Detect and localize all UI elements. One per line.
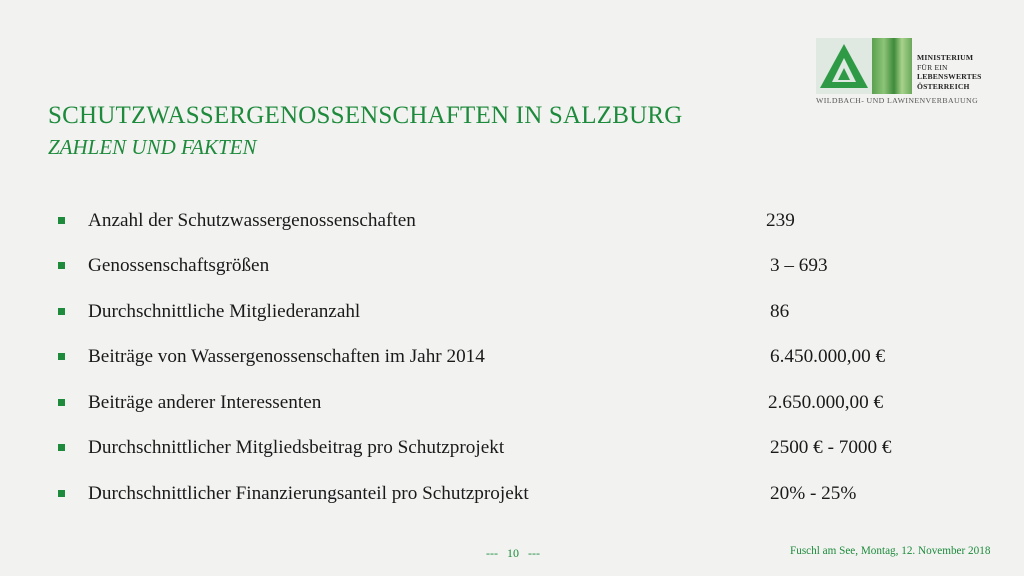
footer-place-date: Fuschl am See, Montag, 12. November 2018 [790, 545, 991, 557]
fact-value: 2.650.000,00 € [768, 392, 884, 413]
slide-title: SCHUTZWASSERGENOSSENSCHAFTEN IN SALZBURG [48, 102, 683, 129]
list-item [58, 210, 988, 244]
fact-value: 6.450.000,00 € [770, 346, 886, 367]
square-bullet-icon [58, 399, 65, 406]
list-item [58, 301, 988, 335]
list-item [58, 437, 988, 471]
fact-label: Beiträge von Wassergenossenschaften im Jahr 2014 [88, 346, 485, 367]
page-number: --- 10 --- [486, 546, 540, 560]
list-item [58, 255, 988, 289]
slide-subtitle: ZAHLEN UND FAKTEN [48, 135, 257, 159]
fact-label: Anzahl der Schutzwassergenossenschaften [88, 210, 416, 231]
fact-label: Beiträge anderer Interessenten [88, 392, 322, 413]
fact-value: 86 [770, 301, 790, 322]
forest-photo [872, 38, 912, 94]
fact-label: Durchschnittliche Mitgliederanzahl [88, 301, 361, 322]
list-item [58, 346, 988, 380]
fact-value: 3 – 693 [770, 255, 828, 276]
fact-value: 2500 € - 7000 € [770, 437, 892, 458]
fact-label: Durchschnittlicher Finanzierungsanteil pro Schutzprojekt [88, 483, 529, 504]
ministry-name: MINISTERIUM FÜR EIN LEBENSWERTES ÖSTERREICH [917, 53, 982, 91]
square-bullet-icon [58, 444, 65, 451]
department-name: WILDBACH- UND LAWINENVERBAUUNG [816, 96, 979, 105]
square-bullet-icon [58, 353, 65, 360]
list-item [58, 483, 988, 517]
square-bullet-icon [58, 217, 65, 224]
fact-label: Durchschnittlicher Mitgliedsbeitrag pro Schutzprojekt [88, 437, 505, 458]
square-bullet-icon [58, 262, 65, 269]
ministry-logo [816, 38, 994, 106]
fact-value: 239 [766, 210, 795, 231]
wlv-triangle-icon [816, 38, 872, 94]
square-bullet-icon [58, 308, 65, 315]
fact-label: Genossenschaftsgrößen [88, 255, 270, 276]
fact-value: 20% - 25% [770, 483, 857, 504]
list-item [58, 392, 988, 426]
square-bullet-icon [58, 490, 65, 497]
